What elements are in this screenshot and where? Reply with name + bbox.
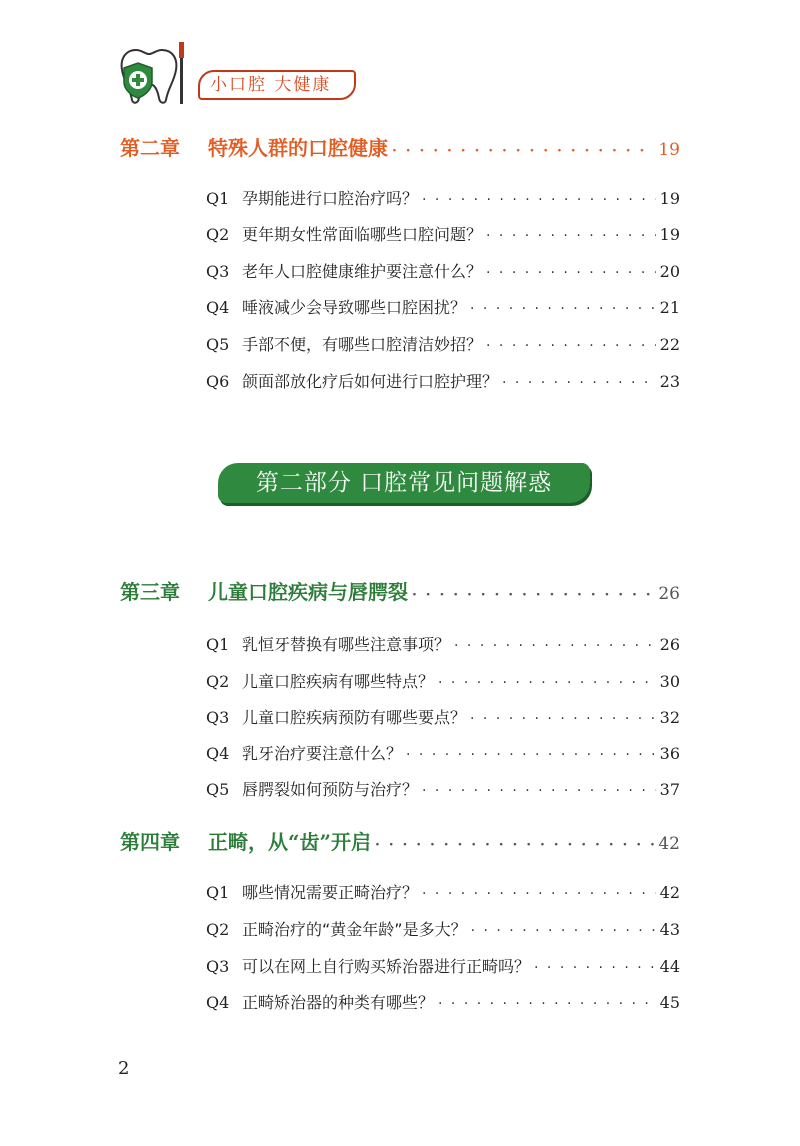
question-number: Q2 [206,225,230,244]
dot-leader [486,228,656,244]
question-number: Q5 [206,780,230,799]
question-page: 30 [659,672,680,691]
question-page: 22 [659,335,680,354]
dot-leader [375,837,654,853]
chapter-label: 第三章 [120,580,180,604]
header-logo [116,38,366,108]
chapter-page: 42 [658,834,680,854]
toc-question[interactable] [206,741,680,764]
question-number: Q1 [206,189,230,208]
toc-question[interactable] [206,880,680,903]
question-text: 儿童口腔疾病预防有哪些要点？ [242,708,467,727]
question-text: 颌面部放化疗后如何进行口腔护理？ [242,372,499,391]
dot-leader [470,711,656,727]
question-text: 可以在网上自行购买矫治器进行正畸吗？ [242,957,531,976]
dot-leader [471,923,656,939]
question-text: 正畸矫治器的种类有哪些？ [242,993,435,1012]
toc-question[interactable] [206,369,680,392]
page-number: 2 [118,1058,130,1079]
question-text: 乳恒牙替换有哪些注意事项？ [242,635,451,654]
chapter-label: 第四章 [120,830,180,854]
toc-question[interactable] [206,777,680,800]
question-number: Q2 [206,672,230,691]
toc-question[interactable] [206,990,680,1013]
question-page: 37 [659,780,680,799]
toc-question[interactable] [206,954,680,977]
dot-leader [422,192,656,208]
toc-question[interactable] [206,295,680,318]
header-banner: 小口腔 大健康 [198,70,356,100]
chapter-title: 正畸，从“齿”开启 [208,830,372,854]
question-text: 儿童口腔疾病有哪些特点？ [242,672,435,691]
dot-leader [392,143,654,159]
dot-leader [412,587,654,603]
question-number: Q5 [206,335,230,354]
dot-leader [502,375,656,391]
question-page: 43 [659,920,680,939]
question-number: Q4 [206,744,230,763]
dot-leader [454,638,656,654]
chapter-page: 26 [658,584,680,604]
question-page: 21 [659,298,680,317]
question-text: 唇腭裂如何预防与治疗？ [242,780,419,799]
question-number: Q4 [206,298,230,317]
question-page: 45 [659,993,680,1012]
question-page: 44 [659,957,680,976]
toc-question[interactable] [206,259,680,282]
question-text: 更年期女性常面临哪些口腔问题？ [242,225,483,244]
chapter-page: 19 [658,140,680,160]
question-number: Q2 [206,920,230,939]
question-number: Q1 [206,883,230,902]
question-page: 42 [659,883,680,902]
toc-question[interactable] [206,669,680,692]
question-page: 26 [659,635,680,654]
toc-question[interactable] [206,632,680,655]
question-number: Q3 [206,708,230,727]
part-banner: 第二部分 口腔常见问题解惑 [218,463,590,503]
toc-chapter-2[interactable] [120,132,680,161]
question-number: Q3 [206,262,230,281]
question-number: Q4 [206,993,230,1012]
toc-question[interactable] [206,332,680,355]
toc-question[interactable] [206,222,680,245]
toc-question[interactable] [206,186,680,209]
question-text: 唾液减少会导致哪些口腔困扰？ [242,298,467,317]
question-page: 32 [659,708,680,727]
question-page: 19 [659,189,680,208]
dot-leader [422,886,656,902]
chapter-label: 第二章 [120,136,180,160]
toc-chapter-3[interactable] [120,576,680,605]
dot-leader [438,996,656,1012]
question-page: 36 [659,744,680,763]
question-number: Q3 [206,957,230,976]
dot-leader [438,675,656,691]
question-text: 老年人口腔健康维护要注意什么？ [242,262,483,281]
dot-leader [486,265,656,281]
question-text: 正畸治疗的“黄金年龄”是多大？ [242,920,467,939]
toc-question[interactable] [206,917,680,940]
question-text: 乳牙治疗要注意什么？ [242,744,403,763]
dot-leader [534,960,656,976]
question-text: 哪些情况需要正畸治疗？ [242,883,419,902]
question-number: Q1 [206,635,230,654]
question-number: Q6 [206,372,230,391]
question-page: 23 [659,372,680,391]
dot-leader [470,301,656,317]
question-text: 孕期能进行口腔治疗吗？ [242,189,419,208]
dot-leader [486,338,656,354]
tooth-shield-icon [116,38,206,108]
dot-leader [422,783,656,799]
toc-question[interactable] [206,705,680,728]
question-text: 手部不便，有哪些口腔清洁妙招？ [242,335,483,354]
chapter-title: 特殊人群的口腔健康 [208,136,388,160]
question-page: 20 [659,262,680,281]
toc-chapter-4[interactable] [120,826,680,855]
chapter-title: 儿童口腔疾病与唇腭裂 [208,580,408,604]
dot-leader [406,747,656,763]
question-page: 19 [659,225,680,244]
